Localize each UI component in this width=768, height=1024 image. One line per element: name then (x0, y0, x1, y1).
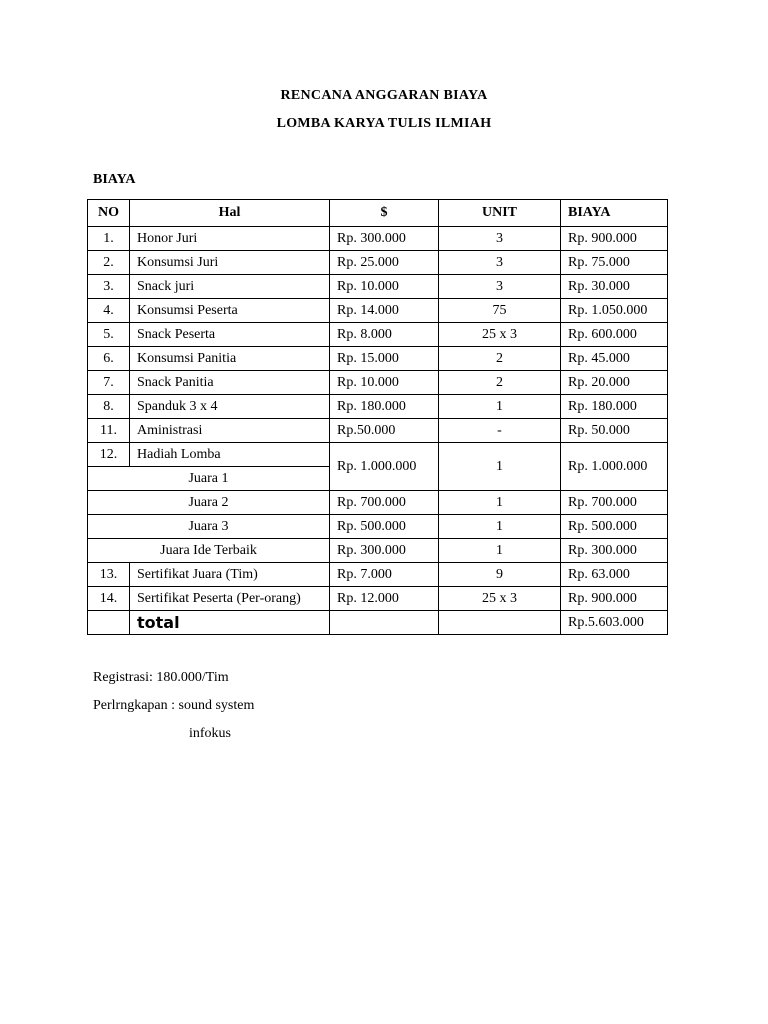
row-no: 7. (88, 371, 130, 395)
table-row (88, 371, 668, 395)
row-biaya: Rp. 75.000 (561, 251, 668, 275)
row-biaya: Rp. 30.000 (561, 275, 668, 299)
row-biaya: Rp. 45.000 (561, 347, 668, 371)
row-unit: 25 x 3 (439, 323, 561, 347)
row-biaya: Rp. 50.000 (561, 419, 668, 443)
row-unit: 1 (439, 539, 561, 563)
row-price: Rp. 300.000 (330, 539, 439, 563)
row-no: 5. (88, 323, 130, 347)
table-row (88, 251, 668, 275)
registrasi-note: Registrasi: 180.000/Tim (93, 670, 229, 685)
row-unit: 9 (439, 563, 561, 587)
row-biaya: Rp. 20.000 (561, 371, 668, 395)
row-no: 3. (88, 275, 130, 299)
table-row (88, 563, 668, 587)
row-unit: 1 (439, 491, 561, 515)
row-biaya: Rp. 1.000.000 (561, 443, 668, 491)
row-price: Rp. 14.000 (330, 299, 439, 323)
row-biaya: Rp. 900.000 (561, 587, 668, 611)
row-price: Rp. 12.000 (330, 587, 439, 611)
row-no: 4. (88, 299, 130, 323)
row-hal: Juara 3 (88, 515, 330, 539)
row-price: Rp. 700.000 (330, 491, 439, 515)
row-hal: Hadiah Lomba (130, 443, 330, 467)
row-unit: 1 (439, 515, 561, 539)
row-hal: Honor Juri (130, 227, 330, 251)
row-hal: Sertifikat Juara (Tim) (130, 563, 330, 587)
row-unit: 1 (439, 395, 561, 419)
row-no: 1. (88, 227, 130, 251)
header-hal: Hal (130, 200, 330, 227)
budget-table (87, 199, 668, 635)
row-no: 6. (88, 347, 130, 371)
row-unit: 2 (439, 371, 561, 395)
row-hal: Juara Ide Terbaik (88, 539, 330, 563)
header-no: NO (88, 200, 130, 227)
row-biaya: Rp. 63.000 (561, 563, 668, 587)
row-hal: Juara 1 (88, 467, 330, 491)
total-label: total (130, 611, 330, 635)
row-price: Rp. 1.000.000 (330, 443, 439, 491)
row-unit: 3 (439, 251, 561, 275)
document-subtitle: LOMBA KARYA TULIS ILMIAH (276, 116, 492, 131)
table-row (88, 395, 668, 419)
perlengkapan-note-2: infokus (189, 726, 231, 741)
row-biaya: Rp. 300.000 (561, 539, 668, 563)
table-row (88, 587, 668, 611)
row-biaya: Rp. 180.000 (561, 395, 668, 419)
table-row-juara2 (88, 491, 668, 515)
row-biaya: Rp. 900.000 (561, 227, 668, 251)
header-biaya: BIAYA (561, 200, 668, 227)
row-no: 2. (88, 251, 130, 275)
table-row-juara-ide (88, 539, 668, 563)
perlengkapan-note: Perlrngkapan : sound system (93, 698, 255, 713)
row-biaya: Rp. 1.050.000 (561, 299, 668, 323)
row-hal: Konsumsi Panitia (130, 347, 330, 371)
table-row (88, 323, 668, 347)
table-total-row (88, 611, 668, 635)
table-row (88, 419, 668, 443)
row-hal: Juara 2 (88, 491, 330, 515)
row-hal: Aministrasi (130, 419, 330, 443)
row-unit: 2 (439, 347, 561, 371)
row-price: Rp. 10.000 (330, 275, 439, 299)
row-price: Rp. 300.000 (330, 227, 439, 251)
row-no: 13. (88, 563, 130, 587)
document-title: RENCANA ANGGARAN BIAYA (280, 88, 488, 103)
table-row (88, 299, 668, 323)
row-hal: Konsumsi Juri (130, 251, 330, 275)
row-no: 8. (88, 395, 130, 419)
table-header-row (88, 200, 668, 227)
header-unit: UNIT (439, 200, 561, 227)
header-price: $ (330, 200, 439, 227)
table-row-juara3 (88, 515, 668, 539)
total-unit-cell (439, 611, 561, 635)
row-no: 11. (88, 419, 130, 443)
row-price: Rp. 7.000 (330, 563, 439, 587)
row-biaya: Rp. 500.000 (561, 515, 668, 539)
row-no: 14. (88, 587, 130, 611)
row-hal: Snack Panitia (130, 371, 330, 395)
table-row (88, 275, 668, 299)
row-price: Rp. 25.000 (330, 251, 439, 275)
row-no: 12. (88, 443, 130, 467)
table-row (88, 227, 668, 251)
row-price: Rp. 8.000 (330, 323, 439, 347)
row-price: Rp.50.000 (330, 419, 439, 443)
row-price: Rp. 180.000 (330, 395, 439, 419)
row-hal: Spanduk 3 x 4 (130, 395, 330, 419)
row-unit: 3 (439, 275, 561, 299)
row-unit: 25 x 3 (439, 587, 561, 611)
row-hal: Snack juri (130, 275, 330, 299)
row-hal: Konsumsi Peserta (130, 299, 330, 323)
total-biaya: Rp.5.603.000 (561, 611, 668, 635)
row-price: Rp. 500.000 (330, 515, 439, 539)
row-biaya: Rp. 600.000 (561, 323, 668, 347)
row-unit: 75 (439, 299, 561, 323)
section-label: BIAYA (93, 172, 136, 187)
row-price: Rp. 15.000 (330, 347, 439, 371)
row-biaya: Rp. 700.000 (561, 491, 668, 515)
row-price: Rp. 10.000 (330, 371, 439, 395)
table-row-hadiah (88, 443, 668, 467)
row-hal: Snack Peserta (130, 323, 330, 347)
table-row (88, 347, 668, 371)
row-hal: Sertifikat Peserta (Per-orang) (130, 587, 330, 611)
total-no-cell (88, 611, 130, 635)
row-unit: - (439, 419, 561, 443)
total-price-cell (330, 611, 439, 635)
row-unit: 1 (439, 443, 561, 491)
row-unit: 3 (439, 227, 561, 251)
